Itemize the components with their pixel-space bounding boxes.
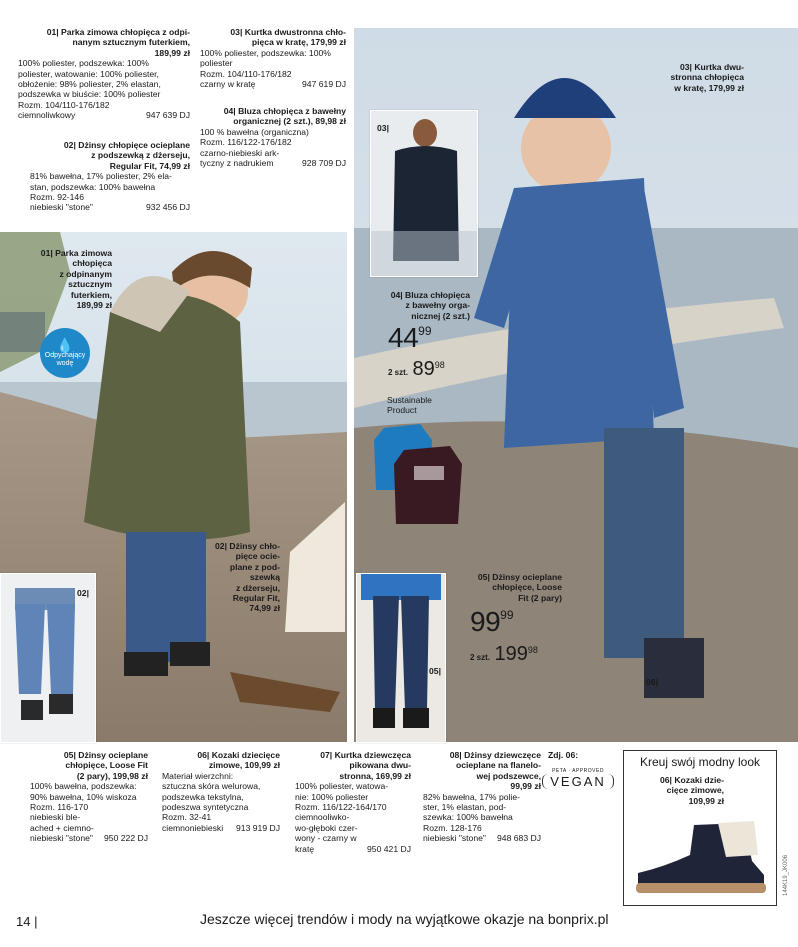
- desc-line: Rozm. 116/122-164/170: [295, 802, 387, 813]
- desc-line: 100% poliester, podszewka: 100%: [18, 58, 149, 69]
- color-name: ciemnoniebieski: [162, 822, 224, 833]
- title-line: Kurtka dwustronna chło-: [244, 27, 346, 37]
- desc-line: 82% bawełna, 17% polie-: [423, 791, 520, 802]
- order-code: 928 709 DJ: [302, 158, 346, 169]
- product-04-info: 04| Bluza chłopięca z bawełny organicznej (2 szt.), 89,98 zł 100 % bawełna (organiczna) Rozm. 116/122-176/182 czarno-niebieski ark- tyczny z nadrukiem 928 709 DJ: [200, 106, 346, 169]
- promo-box: [623, 750, 777, 906]
- product-num: 05: [63, 750, 74, 760]
- label-line: Regular Fit,: [232, 593, 280, 604]
- desc-line: nie: 100% poliester: [295, 791, 369, 802]
- desc-line: obłożenie: 98% poliester, 2% elastan,: [18, 79, 161, 90]
- sweatshirts-image: [370, 420, 464, 530]
- desc-line: podszewka tekstylna,: [162, 791, 244, 802]
- product-02-info: 02| Dżinsy chłopięce ocieplane z podszewką z dżerseju, Regular Fit, 74,99 zł 81% bawełna, 17% poliester, 2% ela- stan, podszewka: 100% bawełna Rozm. 92-146 niebieski "stone" 932 456 DJ: [30, 140, 190, 213]
- desc-line: Rozm. 128-176: [423, 822, 482, 833]
- jeans-image: [1, 574, 95, 742]
- order-code: 913 919 DJ: [236, 822, 280, 833]
- promo-title: Kreuj swój modny look: [639, 755, 761, 769]
- price-qty-label: 2 szt.: [470, 653, 491, 662]
- desc-line: szewka: 100% bawełna: [423, 812, 513, 823]
- title-line: nanym sztucznym futerkiem,: [72, 37, 190, 48]
- title-line: Dżinsy ocieplane: [78, 750, 148, 760]
- thumb-jeans-02: [0, 573, 96, 743]
- order-code: 947 619 DJ: [302, 79, 346, 90]
- title-line: pikowana dwu-: [349, 760, 411, 771]
- side-code: 144K19_JK006: [783, 854, 789, 896]
- product-06-info: 06| Kozaki dziecięce zimowe, 109,99 zł Materiał wierzchni: sztuczna skóra welurowa, podszewka tekstylna, podeszwa syntetyczna Rozm. 32-41 ciemnoniebieski 913 919 DJ: [162, 750, 280, 833]
- title-line: zimowe, 109,99 zł: [208, 760, 280, 771]
- desc-line: ciemnooliwko-: [295, 812, 350, 823]
- product-05-info: 05| Dżinsy ocieplane chłopięce, Loose Fit (2 pary), 199,98 zł 100% bawełna, podszewka: 90% bawełna, 10% wiskoza Rozm. 116-170 niebieski ble- ached + ciemno- niebieski "stone" 950 222 DJ: [30, 750, 148, 844]
- desc-line: wony - czarny w: [295, 833, 357, 844]
- color-name: niebieski "stone": [30, 833, 93, 844]
- vegan-small: PETA · APPROVED: [552, 768, 604, 774]
- label-06: 06|: [646, 677, 658, 687]
- title-line: Dżinsy dziewczęce: [464, 750, 541, 760]
- label-line: 74,99 zł: [249, 603, 280, 614]
- droplet-icon: 💧: [56, 337, 74, 353]
- color-name: niebieski "stone": [423, 833, 486, 844]
- thumb-label: 03|: [377, 123, 389, 133]
- desc-line: ster, 1% elastan, pod-: [423, 802, 507, 813]
- product-num: 03: [230, 27, 240, 37]
- label-line: cięce zimowe,: [666, 785, 724, 796]
- title-line: z podszewką z dżerseju,: [91, 150, 190, 161]
- desc-line: podeszwa syntetyczna: [162, 802, 249, 813]
- label-line: chłopięce, Loose: [492, 582, 562, 593]
- label-line: Parka zimowa: [55, 248, 112, 258]
- jacket-image: [371, 111, 477, 276]
- title-line: Bluza chłopięca z bawełny: [238, 106, 346, 116]
- title-line: Dżinsy chłopięce ocieplane: [78, 140, 190, 150]
- product-01-info: 01| Parka zimowa chłopięca z odpi- nanym sztucznym futerkiem, 189,99 zł 100% poliester, podszewka: 100% poliester, watowanie: 100% poliester, obłożenie: 98% poliester, 2% elastan, podszewka w biuście: 100% poliester Rozm. 104/110-176/182 ciemnoliwkowy 947 639 DJ: [18, 27, 190, 121]
- label-05: 05| Dżinsy ocieplane chłopięce, Loose Fit (2 pary): [477, 572, 562, 603]
- desc-line: 100% poliester, podszewka: 100%: [200, 47, 331, 58]
- photo-ref: Zdj. 06:: [548, 750, 579, 760]
- desc-line: 90% bawełna, 10% wiskoza: [30, 791, 137, 802]
- price-main: 99: [470, 606, 501, 637]
- price-cents: 98: [527, 645, 538, 655]
- title-line: (2 pary), 199,98 zł: [76, 770, 148, 781]
- label-line: sztucznym: [68, 279, 112, 290]
- label-03: 03| Kurtka dwu- stronna chłopięca w kratę, 179,99 zł: [670, 62, 744, 93]
- desc-line: sztuczna skóra welurowa,: [162, 781, 261, 792]
- price-05: [470, 606, 514, 638]
- desc-line: niebieski ble-: [30, 812, 81, 823]
- title-line: ocieplane na flanelo-: [455, 760, 541, 771]
- desc-line: wo-głęboki czer-: [295, 822, 358, 833]
- label-line: 109,99 zł: [688, 795, 724, 806]
- title-line: organicznej (2 szt.), 89,98 zł: [233, 116, 346, 127]
- page-num: 14: [16, 914, 31, 929]
- label-num: 01: [40, 248, 51, 258]
- title-line: Parka zimowa chłopięca z odpi-: [61, 27, 190, 37]
- thumb-jeans-05: [356, 573, 446, 743]
- label-line: 189,99 zł: [76, 300, 112, 311]
- boot-image: [634, 821, 774, 901]
- label-line: Dżinsy ocieplane: [492, 572, 562, 582]
- color-name: niebieski "stone": [30, 202, 93, 213]
- label-line: w kratę, 179,99 zł: [674, 82, 744, 93]
- label-line: Kurtka dwu-: [694, 62, 744, 72]
- label-line: chłopięca: [72, 258, 112, 269]
- order-code: 948 683 DJ: [497, 833, 541, 844]
- color-name: kratę: [295, 843, 315, 854]
- title-line: Regular Fit, 74,99 zł: [109, 160, 190, 171]
- order-code: 950 421 DJ: [367, 843, 411, 854]
- price-04-two: [388, 358, 445, 381]
- label-num: 03: [679, 62, 690, 72]
- title-line: Kurtka dziewczęca: [334, 750, 411, 760]
- desc-line: 100 % bawełna (organiczna): [200, 126, 309, 137]
- product-07-info: 07| Kurtka dziewczęca pikowana dwu- stronna, 169,99 zł 100% poliester, watowa- nie: 100% poliester Rozm. 116/122-164/170 ciemnooliwko- wo-głęboki czer- wony - czarny w kratę 950 421 DJ: [295, 750, 411, 854]
- label-line: Bluza chłopięca: [405, 290, 470, 300]
- label-line: z bawełny orga-: [405, 300, 470, 311]
- label-line: Dżinsy chło-: [229, 541, 280, 551]
- label-01: 01| Parka zimowa chłopięca z odpinanym sztucznym futerkiem, 189,99 zł: [40, 248, 112, 311]
- label-line: stronna chłopięca: [670, 72, 744, 83]
- product-num: 06: [197, 750, 207, 760]
- label-line: Fit (2 pary): [518, 592, 562, 603]
- order-code: 950 222 DJ: [104, 833, 148, 844]
- color-name: ciemnoliwkowy: [18, 110, 76, 121]
- desc-line: Rozm. 116-170: [30, 802, 89, 813]
- desc-line: Rozm. 104/110-176/182: [200, 68, 292, 79]
- price-05-two: [470, 643, 538, 666]
- title-line: chłopięce, Loose Fit: [65, 760, 148, 771]
- price-cents: 98: [434, 360, 445, 370]
- sustainable-line: Sustainable: [387, 395, 432, 405]
- desc-line: 81% bawełna, 17% poliester, 2% ela-: [30, 171, 172, 182]
- label-num: 06: [646, 677, 656, 687]
- desc-line: Rozm. 32-41: [162, 812, 212, 823]
- label-line: futerkiem,: [70, 289, 112, 300]
- vegan-text: VEGAN: [542, 774, 614, 789]
- label-line: szewką: [249, 572, 280, 583]
- thumb-jacket-03: [370, 110, 478, 277]
- label-line: plane z pod-: [229, 561, 280, 572]
- price-main: 44: [388, 322, 419, 353]
- price-main: 89: [412, 358, 435, 380]
- label-02: 02| Dżinsy chło- pięce ocie- plane z pod- szewką z dżerseju, Regular Fit, 74,99 zł: [215, 541, 280, 614]
- vegan-logo: [542, 768, 614, 798]
- price-qty-label: 2 szt.: [388, 368, 409, 377]
- thumb-num: 02: [77, 588, 87, 598]
- label-num: 02: [215, 541, 225, 551]
- price-cents: 99: [500, 608, 514, 622]
- promo-label: 06| Kozaki dzie- cięce zimowe, 109,99 zł: [659, 775, 724, 806]
- label-num: 06: [659, 775, 670, 785]
- product-num: 07: [320, 750, 330, 760]
- color-name: czarny w kratę: [200, 79, 256, 90]
- desc-line: stan, podszewka: 100% bawełna: [30, 181, 156, 192]
- sustainable-product-label: [387, 395, 432, 416]
- thumb-num: 05: [429, 666, 439, 676]
- label-num: 05: [477, 572, 488, 582]
- desc-line: Materiał wierzchni:: [162, 770, 234, 781]
- label-line: nicznej (2 szt.): [411, 310, 470, 321]
- page-number: 14 |: [16, 914, 38, 929]
- product-num: 02: [63, 140, 74, 150]
- label-line: z odpinanym: [59, 268, 112, 279]
- product-num: 04: [223, 106, 234, 116]
- desc-line: ached + ciemno-: [30, 822, 94, 833]
- desc-line: Rozm. 116/122-176/182: [200, 137, 292, 148]
- water-repellent-badge: [40, 328, 90, 378]
- label-04: 04| Bluza chłopięca z bawełny orga- nicznej (2 szt.): [390, 290, 470, 321]
- price: 189,99 zł: [154, 47, 190, 58]
- order-code: 947 639 DJ: [146, 110, 190, 121]
- label-line: z dżerseju,: [236, 582, 280, 593]
- sustainable-line: Product: [387, 405, 417, 416]
- desc-line: poliester, watowanie: 100% poliester,: [18, 68, 159, 79]
- desc-line: czarno-niebieski ark-: [200, 147, 280, 158]
- product-num: 01: [46, 27, 57, 37]
- price-main: 199: [494, 643, 528, 665]
- thumb-label: 05|: [429, 666, 441, 676]
- product-08-info: 08| Dżinsy dziewczęce ocieplane na flanelo- wej podszewce, 99,99 zł 82% bawełna, 17% polie- ster, 1% elastan, pod- szewka: 100% bawełna Rozm. 128-176 niebieski "stone" 948 683 DJ: [423, 750, 541, 844]
- footer-tagline[interactable]: Jeszcze więcej trendów i mody na wyjątkowe okazje na bonprix.pl: [200, 911, 609, 927]
- badge-line: Odpychający: [44, 352, 86, 359]
- order-code: 932 456 DJ: [146, 202, 190, 213]
- label-line: Kozaki dzie-: [674, 775, 724, 785]
- title-line: Kozaki dziecięce: [211, 750, 280, 760]
- price-cents: 99: [418, 324, 432, 338]
- title-line: 99,99 zł: [510, 781, 541, 792]
- desc-line: podszewka w biuście: 100% poliester: [18, 89, 161, 100]
- title-line: stronna, 169,99 zł: [339, 770, 411, 781]
- title-line: pięca w kratę, 179,99 zł: [251, 37, 346, 48]
- price-04: [388, 322, 432, 354]
- color-name: tyczny z nadrukiem: [200, 158, 274, 169]
- badge-line: wodę: [56, 360, 74, 367]
- title-line: wej podszewce,: [476, 770, 541, 781]
- thumb-num: 03: [377, 123, 387, 133]
- label-line: pięce ocie-: [235, 551, 280, 562]
- desc-line: poliester: [200, 58, 233, 69]
- desc-line: Rozm. 104/110-176/182: [18, 99, 110, 110]
- product-03-info: 03| Kurtka dwustronna chło- pięca w kratę, 179,99 zł 100% poliester, podszewka: 100% poliester Rozm. 104/110-176/182 czarny w kratę 947 619 DJ: [200, 27, 346, 90]
- product-num: 08: [449, 750, 460, 760]
- desc-line: 100% bawełna, podszewka:: [30, 781, 137, 792]
- thumb-label: 02|: [77, 588, 89, 598]
- desc-line: Rozm. 92-146: [30, 192, 84, 203]
- desc-line: 100% poliester, watowa-: [295, 781, 389, 792]
- label-num: 04: [390, 290, 401, 300]
- jeans-05-image: [357, 574, 445, 742]
